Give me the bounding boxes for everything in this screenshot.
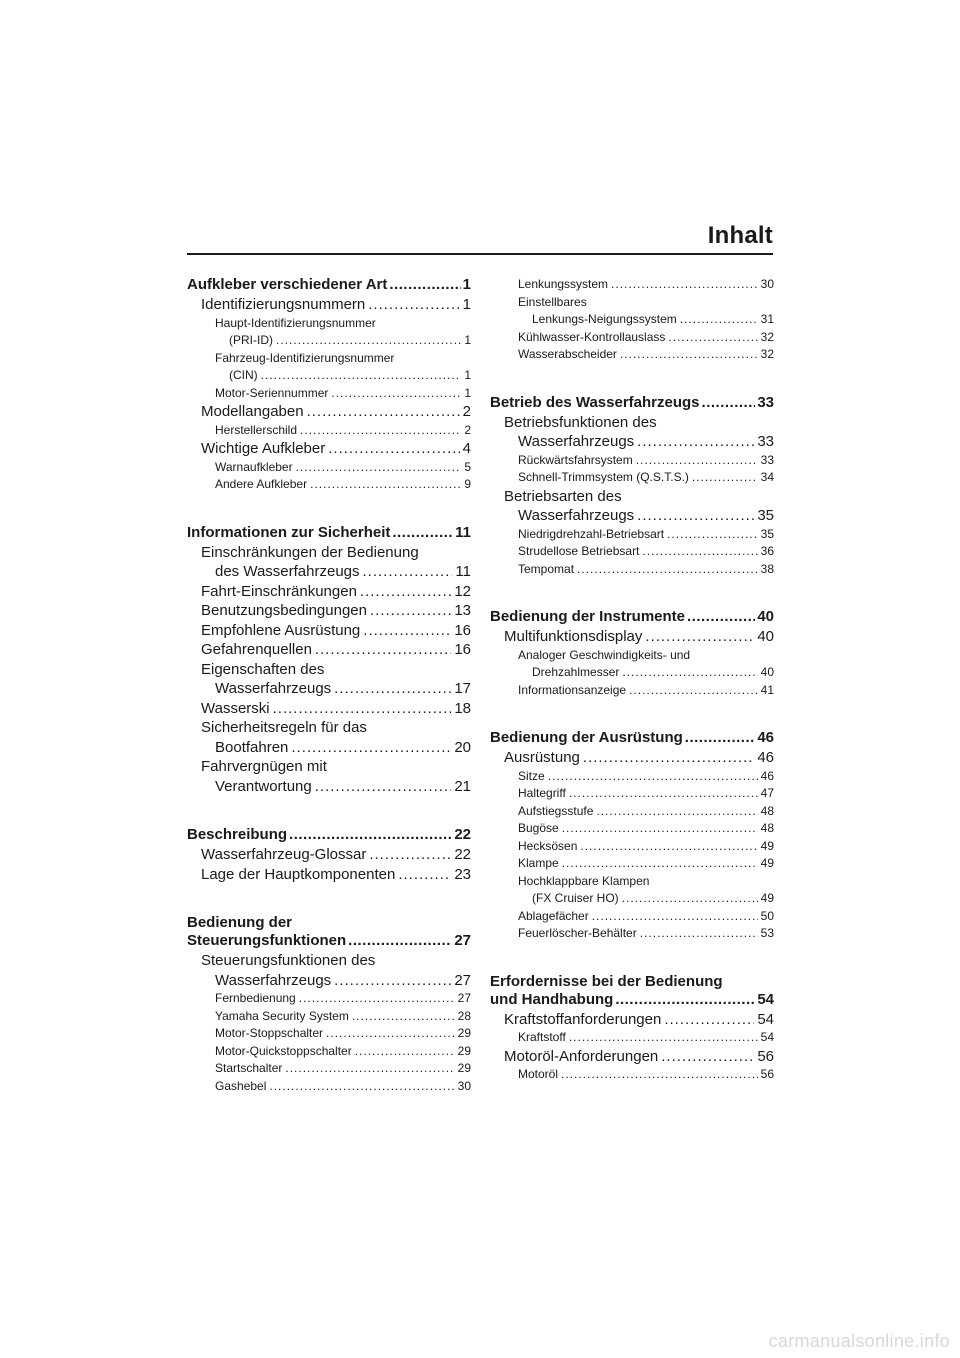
- toc-section[interactable]: Multifunktionsdisplay ..... 40: [490, 627, 774, 647]
- toc-subsection[interactable]: Klampe ..... 49: [490, 855, 774, 873]
- toc-subsection[interactable]: Startschalter ..... 29: [187, 1060, 471, 1078]
- toc-section[interactable]: Benutzungsbedingungen ..... 13: [187, 601, 471, 621]
- toc-subsection[interactable]: Feuerlöscher-Behälter ..... 53: [490, 925, 774, 943]
- toc-section[interactable]: Gefahrenquellen ..... 16: [187, 640, 471, 660]
- toc-chapter[interactable]: Bedienung der Instrumente ..... 40: [490, 608, 774, 626]
- toc-subsection[interactable]: Yamaha Security System ..... 28: [187, 1008, 471, 1026]
- toc-section[interactable]: Sicherheitsregeln für das Bootfahren ..... 20: [187, 718, 471, 757]
- title-rule: [187, 253, 773, 255]
- toc-subsection[interactable]: Haltegriff ..... 47: [490, 785, 774, 803]
- toc-subsection[interactable]: Hecksösen ..... 49: [490, 838, 774, 856]
- toc-chapter[interactable]: Informationen zur Sicherheit ..... 11: [187, 524, 471, 542]
- toc-subsection[interactable]: Haupt-Identifizierungsnummer (PRI-ID) ..... 1: [187, 315, 471, 350]
- toc-subsection[interactable]: Motor-Quickstoppschalter ..... 29: [187, 1043, 471, 1061]
- toc-subsection[interactable]: Lenkungssystem ..... 30: [490, 276, 774, 294]
- toc-subsection[interactable]: Andere Aufkleber ..... 9: [187, 476, 471, 494]
- toc-subsection[interactable]: Einstellbares Lenkungs-Neigungssystem ..... 31: [490, 294, 774, 329]
- toc-subsection[interactable]: Gashebel ..... 30: [187, 1078, 471, 1096]
- toc-subsection[interactable]: Rückwärtsfahrsystem ..... 33: [490, 452, 774, 470]
- toc-subsection[interactable]: Analoger Geschwindigkeits- und Drehzahlmesser ..... 40: [490, 647, 774, 682]
- toc-subsection[interactable]: Bugöse ..... 48: [490, 820, 774, 838]
- toc-subsection[interactable]: Motor-Stoppschalter ..... 29: [187, 1025, 471, 1043]
- toc-subsection[interactable]: Motor-Seriennummer ..... 1: [187, 385, 471, 403]
- toc-subsection[interactable]: Sitze ..... 46: [490, 768, 774, 786]
- toc-column-left: [187, 276, 471, 1095]
- toc-section[interactable]: Modellangaben ..... 2: [187, 402, 471, 422]
- toc-section[interactable]: Betriebsfunktionen des Wasserfahrzeugs ..... 33: [490, 413, 774, 452]
- toc-subsection[interactable]: Warnaufkleber ..... 5: [187, 459, 471, 477]
- toc-subsection[interactable]: Ablagefächer ..... 50: [490, 908, 774, 926]
- toc-subsection[interactable]: Hochklappbare Klampen (FX Cruiser HO) ..... 49: [490, 873, 774, 908]
- toc-chapter[interactable]: Erfordernisse bei der Bedienung und Handhabung ..... 54: [490, 973, 774, 1009]
- toc-section[interactable]: Einschränkungen der Bedienung des Wasserfahrzeugs ..... 11: [187, 543, 471, 582]
- toc-subsection[interactable]: Aufstiegsstufe ..... 48: [490, 803, 774, 821]
- watermark: carmanualsonline.info: [768, 1331, 950, 1351]
- toc-subsection[interactable]: Motoröl ..... 56: [490, 1066, 774, 1084]
- toc-subsection[interactable]: Tempomat ..... 38: [490, 561, 774, 579]
- toc-section[interactable]: Empfohlene Ausrüstung ..... 16: [187, 621, 471, 641]
- toc-subsection[interactable]: Niedrigdrehzahl-Betriebsart ..... 35: [490, 526, 774, 544]
- toc-section[interactable]: Kraftstoffanforderungen ..... 54: [490, 1010, 774, 1030]
- toc-subsection[interactable]: Herstellerschild ..... 2: [187, 422, 471, 440]
- toc-subsection[interactable]: Kühlwasser-Kontrollauslass ..... 32: [490, 329, 774, 347]
- toc-subsection[interactable]: Fahrzeug-Identifizierungsnummer (CIN) ..... 1: [187, 350, 471, 385]
- toc-section[interactable]: Fahrvergnügen mit Verantwortung ..... 21: [187, 757, 471, 796]
- toc-section[interactable]: Betriebsarten des Wasserfahrzeugs ..... 35: [490, 487, 774, 526]
- toc-column-right: [490, 276, 774, 1084]
- page-title: Inhalt: [707, 222, 773, 249]
- toc-section[interactable]: Identifizierungsnummern ..... 1: [187, 295, 471, 315]
- toc-chapter[interactable]: Bedienung der Steuerungsfunktionen ..... 27: [187, 914, 471, 950]
- toc-chapter[interactable]: Betrieb des Wasserfahrzeugs ..... 33: [490, 394, 774, 412]
- toc-subsection[interactable]: Strudellose Betriebsart ..... 36: [490, 543, 774, 561]
- toc-subsection[interactable]: Schnell-Trimmsystem (Q.S.T.S.) ..... 34: [490, 469, 774, 487]
- toc-subsection[interactable]: Wasserabscheider ..... 32: [490, 346, 774, 364]
- toc-chapter[interactable]: Aufkleber verschiedener Art ..... 1: [187, 276, 471, 294]
- toc-section[interactable]: Lage der Hauptkomponenten ..... 23: [187, 865, 471, 885]
- toc-section[interactable]: Wasserfahrzeug-Glossar ..... 22: [187, 845, 471, 865]
- toc-subsection[interactable]: Informationsanzeige ..... 41: [490, 682, 774, 700]
- toc-subsection[interactable]: Kraftstoff ..... 54: [490, 1029, 774, 1047]
- toc-chapter[interactable]: Bedienung der Ausrüstung ..... 46: [490, 729, 774, 747]
- toc-chapter[interactable]: Beschreibung ..... 22: [187, 826, 471, 844]
- toc-subsection[interactable]: Fernbedienung ..... 27: [187, 990, 471, 1008]
- toc-section[interactable]: Wasserski ..... 18: [187, 699, 471, 719]
- toc-section[interactable]: Motoröl-Anforderungen ..... 56: [490, 1047, 774, 1067]
- toc-section[interactable]: Steuerungsfunktionen des Wasserfahrzeugs ..... 27: [187, 951, 471, 990]
- toc-section[interactable]: Eigenschaften des Wasserfahrzeugs ..... 17: [187, 660, 471, 699]
- toc-section[interactable]: Fahrt-Einschränkungen ..... 12: [187, 582, 471, 602]
- toc-section[interactable]: Ausrüstung ..... 46: [490, 748, 774, 768]
- toc-section[interactable]: Wichtige Aufkleber ..... 4: [187, 439, 471, 459]
